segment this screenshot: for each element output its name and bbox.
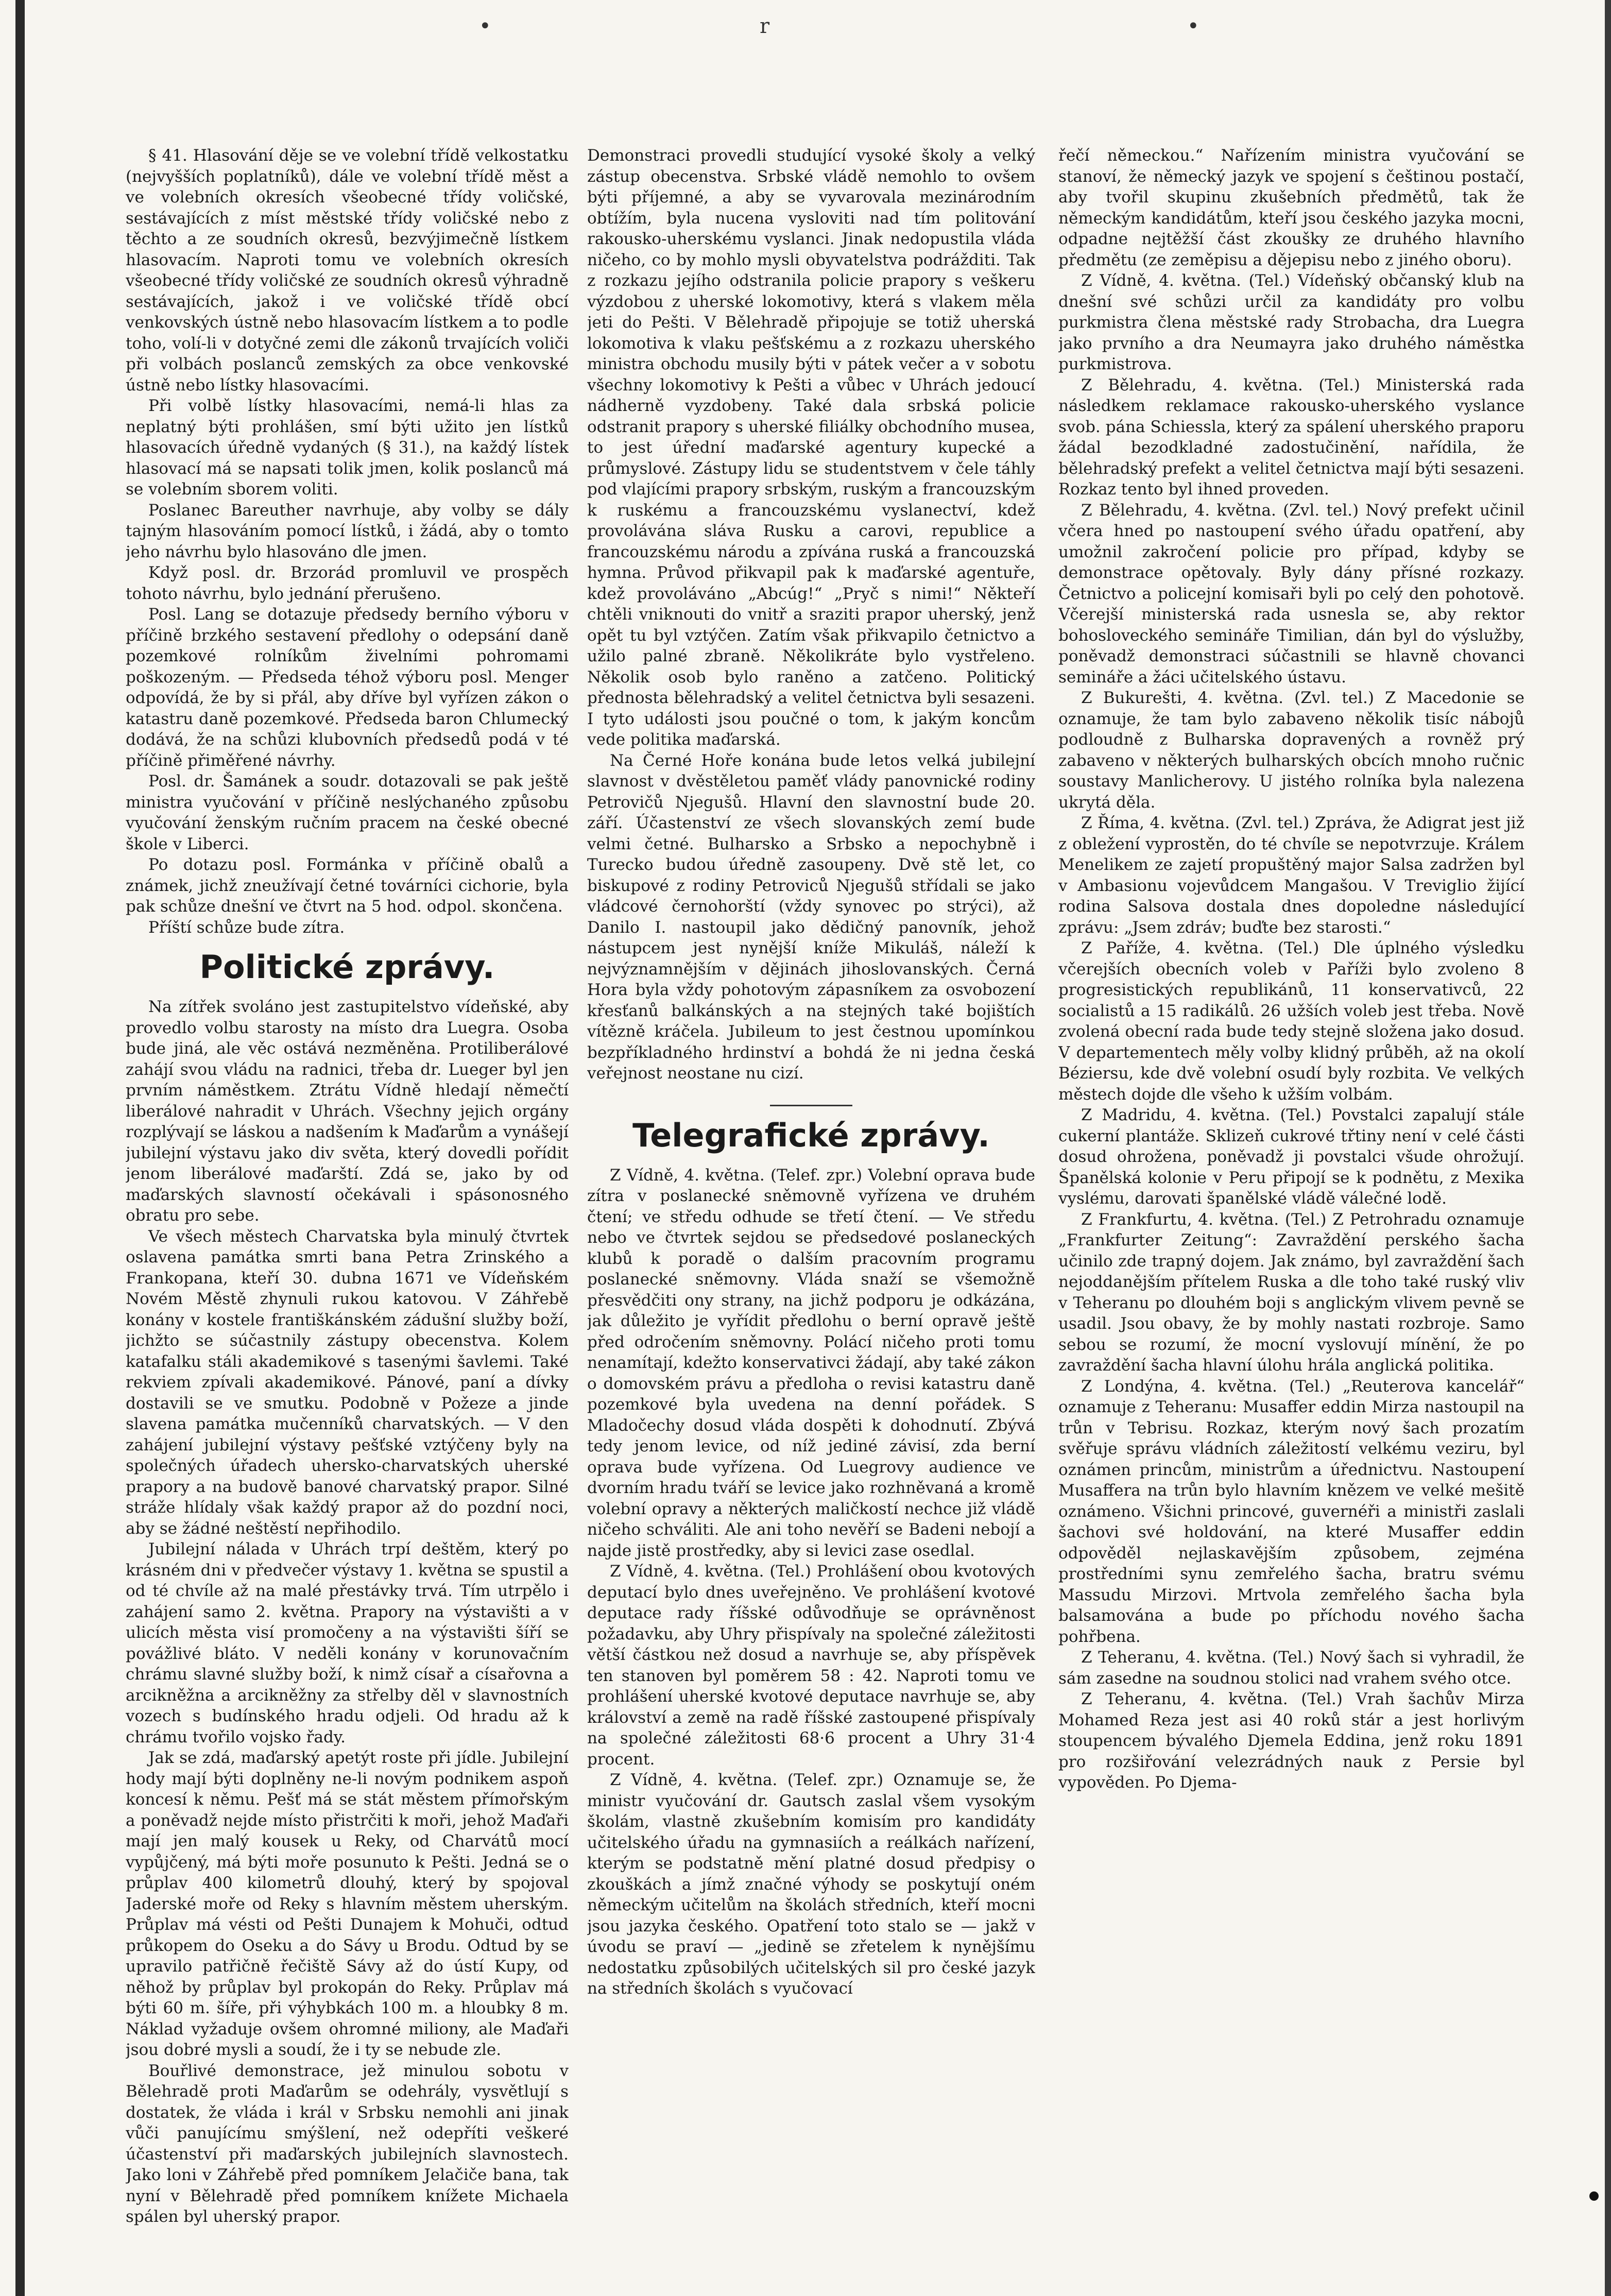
paragraph: Z Říma, 4. května. (Zvl. tel.) Zpráva, že Adigrat jest již z obležení vyprostěn, do té chvíle se nepotvrzuje. Králem Menelikem ze zajetí propuštěný major Salsa zadržen byl v Ambasionu vojevůdcem Mangašou. V Treviglio žijící rodina Salsova dostala dnes dopoledne následující zprávu: „Jsem zdráv; buďte bez starosti.“ (1058, 814, 1524, 937)
section-divider (770, 1105, 852, 1106)
paragraph: Poslanec Bareuther navrhuje, aby volby se dály tajným hlasováním pomocí lístků, i žádá, aby o tomto jeho návrhu bylo hlasováno dle jmen. (126, 501, 569, 561)
paragraph: Posl. dr. Šamánek a soudr. dotazovali se pak ještě ministra vyučování v příčině neslýchaného způsobu vyučování ženským ručním pracem na české obecné škole v Liberci. (126, 772, 569, 853)
paragraph: Z Frankfurtu, 4. května. (Tel.) Z Petrohradu oznamuje „Frankfurter Zeitung“: Zavraždění perského šacha učinilo zde trapný dojem. Jak známo, byl zavraždění šach nejoddanějším přítelem Ruska a dle toho také ruský vliv v Teheranu po dlouhém boji s anglickým vlivem pevně se usadil. Jsou obavy, že by mohly nastati rozbroje. Samo sebou se rozumí, že mocní vyslovují mínění, že po zavraždění šacha hlavní úlohu hrála anglická politika. (1058, 1210, 1524, 1375)
paragraph: Na zítřek svoláno jest zastupitelstvo vídeňské, aby provedlo volbu starosty na místo dra Luegra. Osoba bude jiná, ale věc ostává nezměněna. Protiliberálové zahájí svou vládu na radnici, třeba dr. Lueger byl jen prvním náměstkem. Ztrátu Vídně hledají němečtí liberálové nahradit v Uhrách. Všechny jejich orgány rozplývají se láskou a nadšením k Maďarům a vynášejí jubilejní výstavu jako div světa, který dovedli pořídit jenom liberálové maďarští. Zdá se, jako by od maďarských slavností očekávali i spásonosného obratu pro sebe. (126, 998, 569, 1225)
paragraph: Při volbě lístky hlasovacími, nemá-li hlas za neplatný býti prohlášen, smí býti užito jen lístků hlasovacích úředně vydaných (§ 31.), na každý lístek hlasovací má se napsati tolik jmen, kolik poslanců má se volebním sborem voliti. (126, 397, 569, 499)
paragraph: Na Černé Hoře konána bude letos velká jubilejní slavnost v dvěstěletou paměť vlády panovnické rodiny Petrovičů Njegušů. Hlavní den slavnostní bude 20. září. Účastenství ze všech slovanských zemí bude velmi četné. Bulharsko a Srbsko a nepochybně i Turecko budou úředně zasoupeny. Dvě stě let, co biskupové z rodiny Petroviců Njegušů střídali se jako vládcové černohorští (vždy synovec po strýci), až Danilo I. nastoupil jako dědičný panovník, jehož nástupcem jest nynější kníže Mikuláš, náleží k nejvýznamnějším v dějinách jihoslovanských. Černá Hora byla vždy pohotovým zápasníkem za osvobození křesťanů balkánských a na stejných také bojištích vítězně kráčela. Jubileum to jest čestnou upomínkou bezpříkladného hrdinství a bohdá že ni jedna česká veřejnost neostane nu cizí. (587, 751, 1035, 1083)
paragraph: Posl. Lang se dotazuje předsedy berního výboru v příčině brzkého sestavení předlohy o odepsání daně pozemkové rolníkům živelními pohromami poškozeným. — Předseda téhož výboru posl. Menger odpovídá, že by si přál, aby dříve byl vyřízen zákon o katastru daně pozemkové. Předseda baron Chlumecký dodává, že na schůzi klubovních předsedů podá v té příčině přiměřené návrhy. (126, 605, 569, 770)
paragraph: Když posl. dr. Brzorád promluvil ve prospěch tohoto návrhu, bylo jednání přerušeno. (126, 563, 569, 603)
column-left (126, 145, 569, 2257)
paragraph: Z Madridu, 4. května. (Tel.) Povstalci zapalují stále cukerní plantáže. Sklizeň cukrové třtiny není v celé části dosud ohrožena, poněvadž ji povstalci všude ohrožují. Španělská kolonie v Peru připojí se k podnětu, z Mexika vyslému, darovati španělské vládě válečné lodě. (1058, 1106, 1524, 1208)
paragraph: Z Bukurešti, 4. května. (Zvl. tel.) Z Macedonie se oznamuje, že tam bylo zabaveno několik tisíc nábojů podloudně z Bulharska dopravených a rovněž prý zabaveno v některých bulharských obcích mnoho ručnic soustavy Manlicherovy. U jistého rolníka byla nalezena ukrytá děla. (1058, 689, 1524, 812)
paragraph: Z Vídně, 4. května. (Tel.) Prohlášení obou kvotových deputací bylo dnes uveřejněno. Ve prohlášení kvotové deputace rady říšské odůvodňuje se oprávněnost požadavku, aby Uhry přispívaly na společné záležitosti větší částkou než dosud a navrhuje se, aby příspěvek ten stanoven byl poměrem 58 : 42. Naproti tomu ve prohlášení uherské kvotové deputace navrhuje se, aby království a země na radě říšské zastoupené přispívaly na společné záležitosti 68·6 procent a Uhry 31·4 procent. (587, 1562, 1035, 1769)
paragraph: Z Vídně, 4. května. (Telef. zpr.) Volební oprava bude zítra v poslanecké sněmovně vyřízena ve druhém čtení; ve středu odhude se třetí čtení. — Ve středu nebo ve čtvrtek sejdou se předsedové poslaneckých klubů k poradě o dalším pracovním programu poslanecké sněmovny. Vláda snaží se všemožně přesvědčiti ony strany, na jichž podporu je odkázána, jak důležito je vyřídit předlohu o berní opravě ještě před odročením sněmovny. Polácí ničeho proti tomu nenamítají, kdežto konservativci žádají, aby také zákon o domovském právu a předloha o revisi katastru daně pozemkové byla uvedena na denní pořádek. S Mladočechy dosud vláda dospěti k dohodnutí. Zbývá tedy jenom levice, od níž jediné závisí, zda berní oprava bude vyřízena. Od Luegrovy audience ve dvorním hradu tváří se levice jako rozhněvaná a kromě volební opravy a některých maličkostí nechce již vládě ničeho schváliti. Ale ani toho nevěří se Badeni nebojí a najde jistě prostředky, aby si levici zase osedlal. (587, 1166, 1035, 1560)
paragraph: řečí německou.“ Nařízením ministra vyučování se stanoví, že německý jazyk ve spojení s češtinou postačí, aby tvořil skupinu zkušebních předmětů, tak že německým kandidátům, kteří jsou českého jazyka mocni, odpadne nejtěžší část zkoušky ze druhého hlavního předmětu (ze zeměpisu a dějepisu nebo z jiného oboru). (1058, 146, 1524, 269)
paragraph: Z Bělehradu, 4. května. (Tel.) Ministerská rada následkem reklamace rakousko-uherského vyslance svob. pána Schiessla, který za spálení uherského praporu žádal bezodkladné zadostučinění, nařídila, že bělehradský prefekt a velitel četnictva mají býti sesazeni. Rozkaz tento byl ihned proveden. (1058, 375, 1524, 499)
scan-dot (1589, 2191, 1599, 2201)
scan-border-left (15, 0, 25, 2296)
section-heading-politicke-zpravy: Politické zprávy. (199, 948, 495, 986)
paragraph: Z Teheranu, 4. května. (Tel.) Nový šach si vyhradil, že sám zasedne na soudnou stolici nad vrahem svého otce. (1058, 1648, 1524, 1688)
scan-border-right (1605, 0, 1611, 2296)
paragraph: Bouřlivé demonstrace, jež minulou sobotu v Bělehradě proti Maďarům se odehrály, vysvětlují s dostatek, že vláda i král v Srbsku nemohli ani jinak vůči panujícímu smýšlení, než odepříti veškeré účastenství při maďarských jubilejních slavnostech. Jako loni v Záhřebě před pomníkem Jelačiče bana, tak nyní v Bělehradě před pomníkem knížete Michaela spálen byl uherský prapor. (126, 2061, 569, 2226)
top-mark-1: • (479, 14, 491, 38)
paragraph: Z Teheranu, 4. května. (Tel.) Vrah šachův Mirza Mohamed Reza jest asi 40 roků stár a jest horlivým stoupencem bývalého Djemela Eddina, jenž roku 1891 pro rozšiřování velezrádných nauk z Persie byl vypověden. Po Djema- (1058, 1690, 1524, 1792)
paragraph: Ve všech městech Charvatska byla minulý čtvrtek oslavena památka smrti bana Petra Zrinského a Frankopana, kteří 30. dubna 1671 ve Vídeňském Novém Městě zhynuli rukou katovou. V Záhřebě konány v kostele františkánském zádušní služby boží, jichžto se súčastnily zástupy obecenstva. Kolem katafalku stáli akademikové s tasenými šavlemi. Také rekviem zpívali akademikové. Pánové, paní a dívky dostavili se ve smutku. Podobně v Požeze a jinde slavena památka mučenníků charvatských. — V den zahájení jubilejní výstavy pešťské vztýčeny byly na společných úřadech uhersko-charvatských uherské prapory a na budově banové charvatský prapor. Silné stráže hlídaly však každý prapor až do pozdní noci, aby se žádné neštěstí nepřihodilo. (126, 1227, 569, 1538)
paragraph: Z Bělehradu, 4. května. (Zvl. tel.) Nový prefekt učinil včera hned po nastoupení svého úřadu opatření, aby umožnil zakročení policie pro případ, kdyby se demonstrace opětovaly. Byly dány přísné rozkazy. Četnictvo a policejní komisaři byli po celý den pohotově. Včerejší ministerská rada usnesla se, aby rektor bohosloveckého semináře Timilian, dán byl do výslužby, poněvadž demonstraci súčastnili se hlavně chovanci semináře a žáci učitelského ústavu. (1058, 501, 1524, 687)
column-middle (587, 145, 1035, 2257)
top-mark-2: r (760, 14, 770, 38)
section-heading-telegraficke-zpravy: Telegrafické zprávy. (632, 1116, 990, 1154)
paragraph: Jak se zdá, maďarský apetýt roste při jídle. Jubilejní hody mají býti doplněny ne-li novým podnikem aspoň koncesí k němu. Pešť má se stát městem přímořským a poněvadž nejde místo přistrčiti k moři, jehož Maďaři mají jen malý kousek u Reky, od Charvátů mocí vypůjčený, má býti moře posunuto k Pešti. Jedná se o průplav 400 kilometrů dlouhý, který by spojoval Jaderské moře od Reky s hlavním městem uherským. Průplav má vésti od Pešti Dunajem k Mohuči, odtud průkopem do Oseku a do Sávy u Brodu. Odtud by se upravilo patřičně řečiště Sávy až do ústí Kupy, od něhož by průplav byl prokopán do Reky. Průplav má býti 60 m. šíře, při výhybkách 100 m. a hloubky 8 m. Náklad vyžaduje ovšem ohromné miliony, ale Maďaři jsou dobré mysli a soudí, že i ty se nebude zle. (126, 1749, 569, 2059)
paragraph: Jubilejní nálada v Uhrách trpí deštěm, který po krásném dni v předvečer výstavy 1. května se spustil a od té chvíle až na malé přestávky trvá. Tím utrpělo i zahájení samo 2. května. Prapory na výstavišti a v ulicích města visí promočeny a na výstavišti šíří se povážlivé bláto. V neděli konány v korunovačním chrámu slavné služby boží, k nimž císař a císařovna a arcikněžna a arcikněžny za střelby děl v slavnostních vozech s budínského hradu odjeli. Od hradu až k chrámu tvořilo vojsko řady. (126, 1540, 569, 1746)
paragraph: Z Vídně, 4. května. (Telef. zpr.) Oznamuje se, že ministr vyučování dr. Gautsch zaslal všem vysokým školám, vlastně zkušebním komisím pro kandidáty učitelského úřadu na gymnasiích a reálkách nařízení, kterým se podstatně mění platné dosud předpisy o zkouškách a jímž značné výhody se poskytují oném německým učitelům na školách středních, kteří mocni jsou jazyka českého. Opatření toto stalo se — jakž v úvodu se praví — „jedině se zřetelem k nynějšímu nedostatku způsobilých učitelských sil pro české jazyk na středních školách s vyučovací (587, 1771, 1035, 1998)
paragraph: § 41. Hlasování děje se ve volební třídě velkostatku (nejvyšších poplatníků), dále ve volební třídě měst a ve volebních okresích všeobecné třídy voličské, sestávajících z míst městské třídy voličské nebo z těchto a ze soudních okresů, bezvýjimečně lístkem hlasovacím. Naproti tomu ve volebních okresích všeobecné třídy voličské ze soudních okresů výhradně sestávajících, jakož i ve voličské třídě obcí venkovských ústně nebo hlasovacím lístkem a to podle toho, volí-li v dotyčné zemi dle zákonů trvajících voliči při volbách poslanců zemských za obce venkovské ústně nebo lístky hlasovacími. (126, 146, 569, 395)
column-right (1058, 145, 1524, 2257)
paragraph: Z Londýna, 4. května. (Tel.) „Reuterova kancelář“ oznamuje z Teheranu: Musaffer eddin Mirza nastoupil na trůn v Tebrisu. Rozkaz, kterým nový šach prozatím svěřuje správu vládních záležitostí velkému veziru, byl oznámen princům, ministrům a úřednictvu. Nastoupení Musaffera na trůn bylo hlavním knězem ve velké mešitě oznámeno. Všichni princové, guvernéři a ministři zaslali šachovi své holdování, na které Musaffer eddin odpověděl nejlaskavějším způsobem, zejména prostředními synu zemřelého šacha, bratru svému Massudu Mirzovi. Mrtvola zemřelého šacha byla balsamována a bude po příchodu nového šacha pohřbena. (1058, 1377, 1524, 1646)
paragraph: Z Paříže, 4. května. (Tel.) Dle úplného výsledku včerejších obecních voleb v Paříži bylo zvoleno 8 progresistických republikánů, 11 konservativců, 22 socialistů a 15 radikálů. 26 užších voleb jest třeba. Nově zvolená obecní rada bude tedy stejně složena jako dosud. V departementech měly volby klidný průběh, až na okolí Béziersu, kde dvě volební osudí byly rozbita. Ve velkých městech dojde dle všeho k užším volbám. (1058, 939, 1524, 1104)
paragraph: Z Vídně, 4. května. (Tel.) Vídeňský občanský klub na dnešní své schůzi určil za kandidáty pro volbu purkmistra člena městské rady Strobacha, dra Luegra jako prvního a dra Neumayra jako druhého náměstka purkmistrova. (1058, 271, 1524, 373)
top-mark-3: • (1187, 14, 1199, 38)
paragraph: Příští schůze bude zítra. (148, 918, 345, 937)
paragraph: Demonstraci provedli studující vysoké školy a velký zástup obecenstva. Srbské vládě nemohlo to ovšem býti příjemné, a aby se vyvarovala mezinárodním obtížím, byla nucena vysloviti nad tím politování rakousko-uherskému vyslanci. Jinak nedopustila vláda ničeho, co by mohlo mysli obyvatelstva podrážditi. Tak z rozkazu jejího odstranila policie prapory s veškeru výzdobou z uherské lokomotivy, která s vlakem měla jeti do Pešti. V Bělehradě připojuje se totiž uherská lokomotiva k vlaku pešťskému a z rozkazu uherského ministra obchodu musily býti v pátek večer a v sobotu všechny lokomotivy k Pešti a vůbec v Uhrách jedoucí nádherně vyzdobeny. Také dala srbská policie odstranit prapory s uherské filiálky obchodního musea, to jest úřední maďarské agentury kupecké a průmyslové. Zástupy lidu se studentstvem v čele táhly pod vlajícími prapory srbským, ruským a francouzským k ruskému a francouzskému vyslanectví, kdež provolávána sláva Rusku a carovi, republice a francouzskému národu a zpívána ruská a francouzská hymna. Průvod přikvapil pak k maďarské agentuře, kdež provoláváno „Abcúg!“ „Pryč s nimi!“ Někteří chtěli vniknouti do vnitř a sraziti prapor uherský, jenž opět tu byl vztýčen. Zatím však přikvapilo četnictvo a užilo palné zbraně. Několikráte bylo vystřeleno. Několik osob bylo raněno a zatčeno. Politický přednosta bělehradský a velitel četnictva byli sesazeni. I tyto události jsou poučné o tom, k jakým koncům vede politika maďarská. (587, 146, 1035, 749)
paragraph: Po dotazu posl. Formánka v příčině obalů a známek, jichž zneužívají četné továrníci cichorie, byla pak schůze dnešní ve čtvrt na 5 hod. odpol. skončena. (126, 855, 569, 916)
